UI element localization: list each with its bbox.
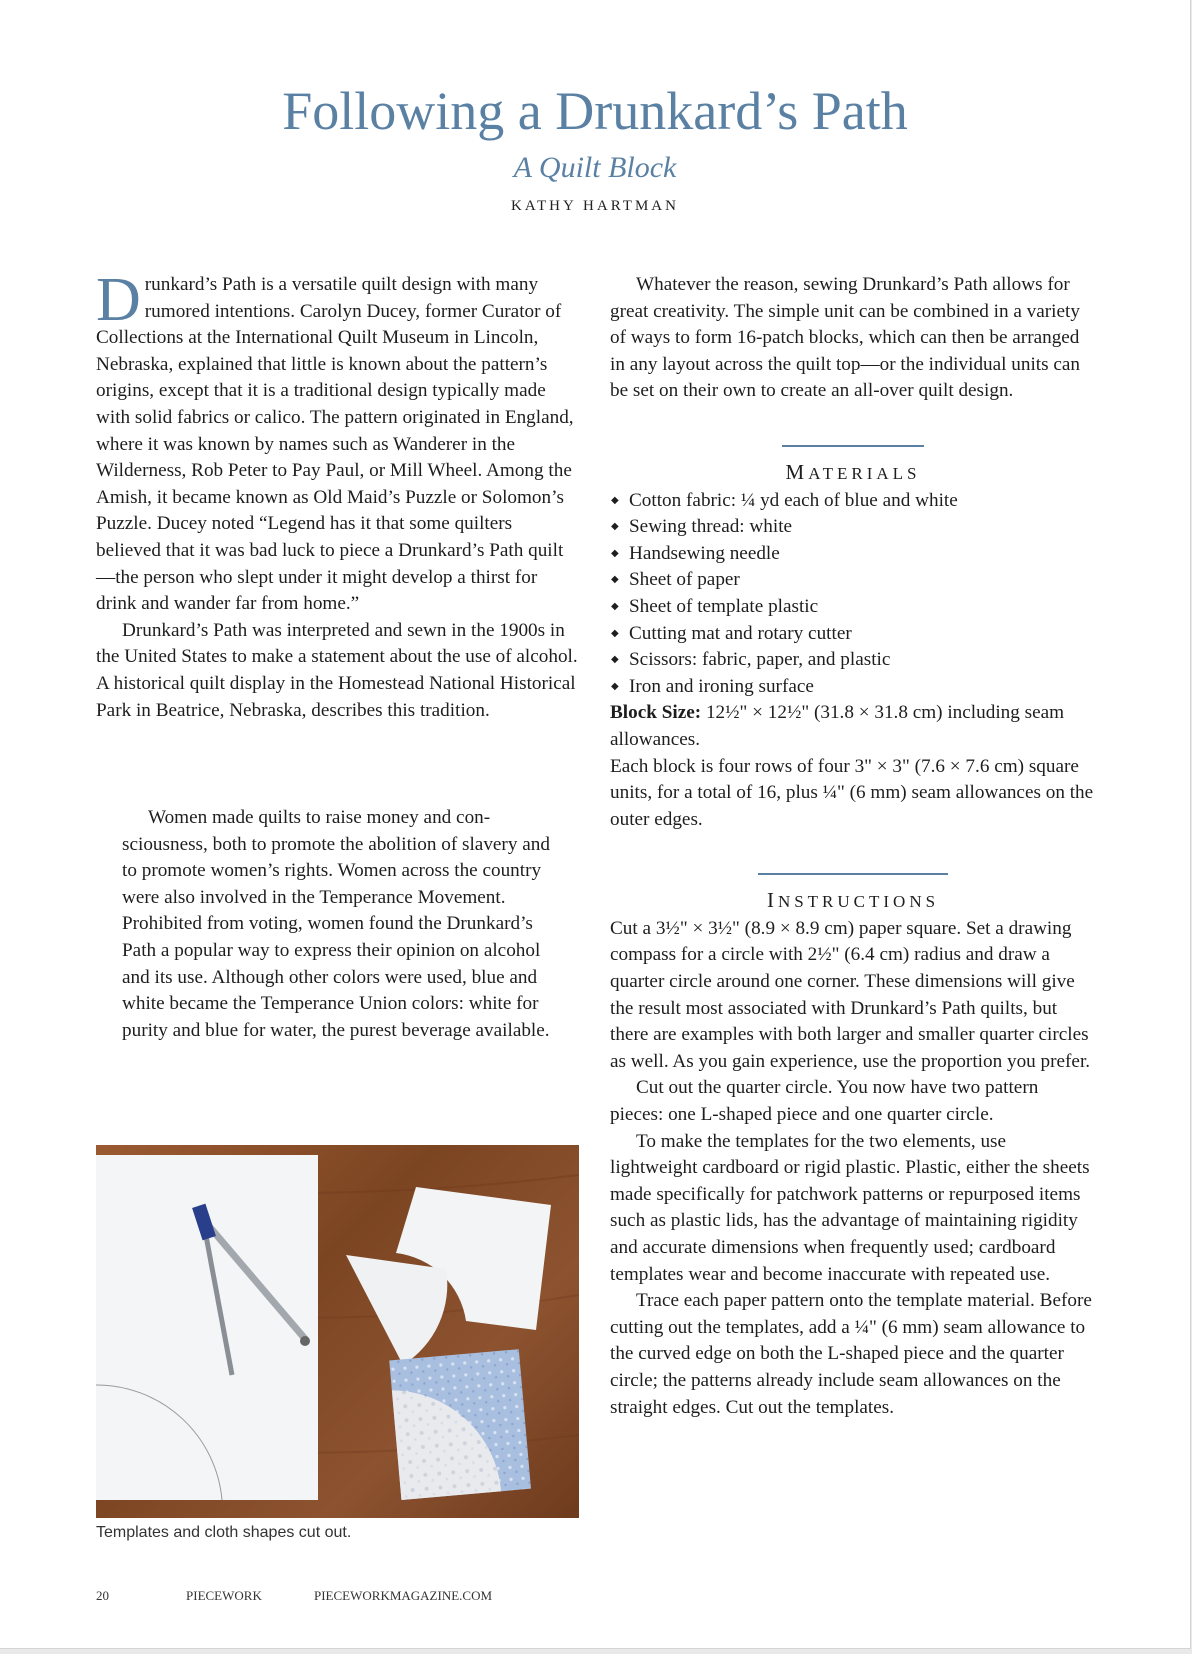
instructions-heading: INSTRUCTIONS bbox=[766, 888, 940, 913]
instruction-step: Cut out the quarter circle. You now have two pattern pieces: one L-shaped piece and one quarter circle. bbox=[610, 1077, 1039, 1126]
history-paragraph: Drunkard’s Path was interpreted and sewn in the 1900s in the United States to make a statement about the use of alcohol. A historical quilt display in the Homestead National Historical Park in Beatrice, Nebraska, describes this tradition. bbox=[96, 619, 578, 721]
article-subtitle: A Quilt Block bbox=[513, 151, 677, 184]
templates-photo bbox=[96, 1145, 579, 1518]
list-item: ◆ Cotton fabric: ¼ yd each of blue and white bbox=[610, 488, 1096, 515]
page-number: 20 bbox=[96, 1588, 109, 1603]
materials-heading: MATERIALS bbox=[785, 459, 921, 484]
block-size: Block Size: 12½" × 12½" (31.8 × 31.8 cm) including seam allowances. bbox=[610, 702, 1065, 750]
drop-cap: D bbox=[96, 266, 141, 334]
instruction-step: Trace each paper pattern onto the template material. Before cutting out the templates, add a ¼" (6 mm) seam allowance to the curved edge on both the L-shaped piece and the quarter circle; the patterns already include seam allowances on the straight edges. Cut out the templates. bbox=[610, 1290, 1092, 1418]
photo-caption: Templates and cloth shapes cut out. bbox=[96, 1524, 352, 1541]
intro-paragraph-text: runkard’s Path is a versatile quilt design with many rumored intentions. Carolyn Ducey, former Curator of Collections at the International Quilt Museum in Lincoln, Nebraska, explained that little is known about the pattern’s origins, except that it is a traditional design typically made with solid fabrics or calico. The pattern originated in England, where it was known by names such as Wanderer in the Wilderness, Rob Peter to Pay Paul, or Mill Wheel. Among the Amish, it became known as Old Maid’s Puzzle or Solomon’s Puzzle. Ducey noted “Legend has it that some quilters believed that it was bad luck to piece a Drunkard’s Path quilt—the person who slept under it might develop a thirst for drink and wander far from home.” bbox=[96, 274, 574, 615]
templates-photo-illustration bbox=[96, 1145, 579, 1518]
list-item: ◆ Sewing thread: white bbox=[610, 514, 1096, 541]
paper-sheet bbox=[96, 1155, 318, 1500]
list-item: ◆ Handsewing needle bbox=[610, 541, 1096, 568]
article-title: Following a Drunkard’s Path bbox=[282, 81, 908, 141]
list-item: ◆ Iron and ironing surface bbox=[610, 674, 1096, 701]
magazine-url: PIECEWORKMAGAZINE.COM bbox=[314, 1588, 493, 1603]
block-note: Each block is four rows of four 3" × 3" (7.6 × 7.6 cm) square units, for a total of 16, plus ¼" (6 mm) seam allowances on the outer edges. bbox=[610, 755, 1094, 830]
list-item: ◆ Sheet of template plastic bbox=[610, 594, 1096, 621]
left-column bbox=[96, 266, 580, 724]
instruction-step: To make the templates for the two elements, use lightweight cardboard or rigid plastic. Plastic, either the sheets made specifically for patchwork patterns or repurposed items such as plastic lids, has the advantage of maintaining rigidity and accurate dimensions when frequently used; cardboard templates wear and become inaccurate with repeated use. bbox=[610, 1130, 1090, 1285]
temperance-paragraph: Women made quilts to raise money and consciousness, both to promote the abolition of slavery and to promote women’s rights. Women across the country were also involved in the Temperance Movement. Prohibited from voting, women found the Drunkard’s Path a popular way to express their opinion on alcohol and its use. Although other colors were used, blue and white became the Temperance Union colors: white for purity and blue for water, the purest beverage available. bbox=[122, 807, 550, 1041]
magazine-brand: PIECEWORK bbox=[186, 1588, 262, 1603]
quarter-circle-template bbox=[346, 1255, 447, 1365]
right-column bbox=[610, 272, 1096, 1421]
materials-list bbox=[610, 488, 1096, 701]
creativity-paragraph: Whatever the reason, sewing Drunkard’s Path allows for great creativity. The simple unit can be combined in a variety of ways to form 16-patch blocks, which can then be arranged in any layout across the quilt top—or the individual units can be set on their own to create an all-over quilt design. bbox=[610, 274, 1081, 402]
list-item: ◆ Scissors: fabric, paper, and plastic bbox=[610, 647, 1096, 674]
instruction-step: Cut a 3½" × 3½" (8.9 × 8.9 cm) paper square. Set a drawing compass for a circle with 2½" (6.4 cm) radius and draw a quarter circle around one corner. These dimensions will give the result most associated with Drunkard’s Path quilts, but there are examples with both larger and smaller quarter circles as well. As you gain experience, use the proportion you prefer. bbox=[610, 917, 1091, 1072]
list-item: ◆ Sheet of paper bbox=[610, 567, 1096, 594]
author-byline: KATHY HARTMAN bbox=[511, 198, 679, 214]
list-item: ◆ Cutting mat and rotary cutter bbox=[610, 621, 1096, 648]
fabric-block bbox=[389, 1349, 531, 1500]
inset-paragraph-block bbox=[122, 805, 554, 1044]
intro-paragraph bbox=[96, 266, 580, 618]
